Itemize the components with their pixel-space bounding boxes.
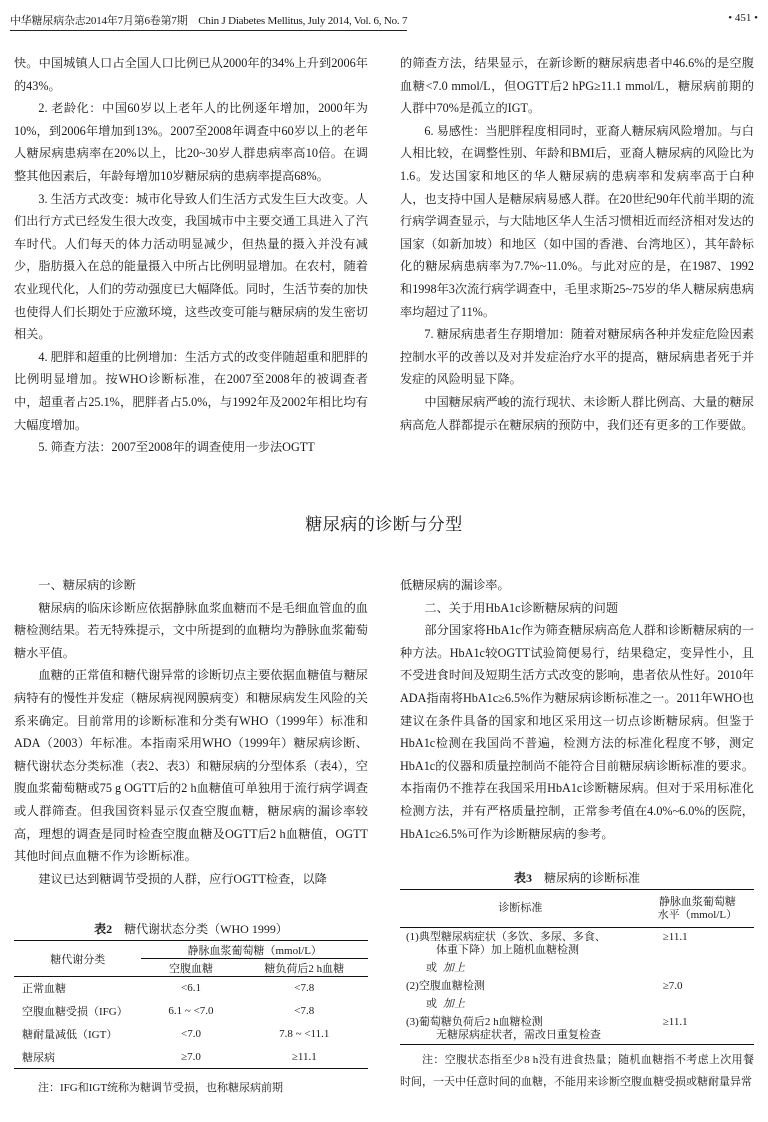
or-suffix: 加上 (443, 998, 465, 1010)
table-cell: <7.8 (294, 1005, 315, 1017)
table-cell: <7.0 (181, 1028, 201, 1040)
paragraph: 部分国家将HbA1c作为筛查糖尿病高危人群和诊断糖尿病的一种方法。HbA1c较OGTT试验简便易行，结果稳定，变异性小，且不受进食时间及短期生活方式改变的影响，患者依从性好。2010年ADA指南将HbA1c≥6.5%作为糖尿病诊断标准之一。2011年WHO也建议在条件具备的国家和地区采用这一切点诊断糖尿病。但鉴于HbA1c检测在我国尚不普遍，检测方法的标准化程度不够，测定HbA1c的仪器和质量控制尚不能符合目前糖尿病诊断标准的要求。本指南仍不推荐在我国采用HbA1c诊断糖尿病。但对于采用标准化检测方法，并有严格质量控制，正常参考值在4.0%~6.0%的医院，HbA1c≥6.5%可作为诊断糖尿病的参考。 (400, 623, 754, 841)
criterion-text: (1)典型糖尿病症状（多饮、多尿、多食、 (406, 931, 606, 943)
paragraph: 4. 肥胖和超重的比例增加：生活方式的改变伴随超重和肥胖的比例明显增加。按WHO诊断标准，在2007至2008年的被调查者中，超重者占25.1%，肥胖者占5.0%，与1992年及2002年相比均有大幅度增加。 (14, 349, 368, 432)
glucose-metabolism-table (14, 940, 368, 1069)
top-right-column (400, 52, 754, 436)
table-3 (400, 867, 754, 1093)
section-title: 糖尿病的诊断与分型 (305, 515, 463, 535)
table-cell: 7.8 ~ <11.1 (279, 1028, 330, 1040)
page-number: • 451 • (728, 12, 758, 24)
paragraph: 2. 老龄化：中国60岁以上老年人的比例逐年增加，2000年为10%，到2006年增加到13%。2007至2008年调查中60岁以上的老年人糖尿病患病率在20%以上，比20~30岁人群患病率高10倍。在调整其他因素后，年龄每增加10岁糖尿病的患病率提高68%。 (14, 101, 368, 183)
table-cell: ≥7.0 (662, 980, 683, 992)
table-note: 注：空腹状态指至少8 h没有进食热量；随机血糖指不考虑上次用餐时间，一天中任意时间的血糖，不能用来诊断空腹血糖受损或糖耐量异常 (400, 1054, 754, 1088)
table-title: 糖代谢状态分类（WHO 1999） (124, 922, 288, 936)
bottom-left-column (14, 574, 368, 890)
table-cell: <6.1 (181, 982, 201, 995)
paragraph: 快。中国城镇人口占全国人口比例已从2000年的34%上升到2006年的43%。 (14, 56, 368, 93)
table-cell: 正常血糖 (22, 983, 66, 996)
table-cell (400, 1013, 641, 1045)
column-header (641, 890, 754, 928)
criterion-text: 体重下降）加上随机血糖检测 (436, 944, 579, 956)
paragraph: 的筛查方法，结果显示，在新诊断的糖尿病患者中46.6%的是空腹血糖<7.0 mmol/L，但OGTT后2 hPG≥11.1 mmol/L，糖尿病前期的人群中70%是孤立的IGT。 (400, 56, 754, 116)
or-label: 或 (426, 962, 437, 974)
table-cell: 糖尿病 (22, 1051, 55, 1064)
criterion-text: (3)葡萄糖负荷后2 h血糖检测 (406, 1016, 543, 1028)
table-cell: 糖耐量减低（IGT） (22, 1029, 118, 1041)
paragraph: 5. 筛查方法：2007至2008年的调查使用一步法OGTT (38, 440, 315, 455)
table-row (400, 928, 754, 960)
table-cell: ≥11.1 (662, 931, 688, 943)
paragraph: 3. 生活方式改变：城市化导致人们生活方式发生巨大改变。人们出行方式已经发生很大改变，我国城市中主要交通工具进入了汽车时代。人们每天的体力活动明显减少，但热量的摄入并没有减少，脂肪摄入在总的能量摄入中所占比例明显增加。在农村，随着农业现代化，人们的劳动强度已大幅降低。同时，生活节奏的加快也使得人们长期处于应激环境，这些改变可能与糖尿病的发生密切相关。 (14, 191, 368, 342)
column-group-header: 静脉血浆葡萄糖（mmol/L） (141, 941, 368, 959)
column-header: 诊断标准 (400, 890, 641, 928)
table-cell: (2)空腹血糖检测 (406, 980, 485, 992)
table-row (400, 995, 754, 1013)
table-cell: 6.1 ~ <7.0 (168, 1005, 214, 1017)
table-cell: 空腹血糖受损（IFG） (22, 1006, 128, 1018)
column-header-line: 水平（mmol/L） (657, 908, 738, 921)
diagnostic-criteria-table (400, 889, 754, 1045)
table-row (400, 959, 754, 977)
journal-citation: 中华糖尿病杂志2014年7月第6卷第7期 Chin J Diabetes Mellitus, July 2014, Vol. 6, No. 7 (10, 12, 407, 31)
subsection-heading: 一、糖尿病的诊断 (38, 578, 136, 592)
table-cell: ≥11.1 (291, 1050, 317, 1063)
column-header-line: 静脉血浆葡萄糖 (658, 895, 736, 908)
table-label: 表2 (94, 922, 113, 936)
table-caption (400, 867, 754, 889)
table-2 (14, 918, 368, 1095)
table-cell: <7.8 (294, 982, 315, 995)
table-row (14, 1000, 368, 1023)
or-label: 或 (426, 998, 437, 1010)
column-header: 糖负荷后2 h血糖 (241, 959, 368, 977)
table-note: 注：IFG和IGT统称为糖调节受损，也称糖尿病前期 (38, 1082, 284, 1094)
table-cell (400, 928, 641, 960)
table-cell: ≥7.0 (181, 1050, 201, 1063)
subsection-heading: 二、关于用HbA1c诊断糖尿病的问题 (424, 600, 619, 615)
criterion-text: 无糖尿病症状者，需改日重复检查 (436, 1029, 601, 1041)
paragraph: 低糖尿病的漏诊率。 (400, 578, 510, 592)
table-row (14, 1023, 368, 1046)
page-header (10, 10, 758, 32)
table-row (400, 977, 754, 995)
paragraph: 6. 易感性：当肥胖程度相同时，亚裔人糖尿病风险增加。与白人相比较，在调整性别、年龄和BMI后，亚裔人糖尿病的风险比为1.6。发达国家和地区的华人糖尿病的患病率和发病率高于白种人，也支持中国人是糖尿病易感人群。在20世纪90年代前半期的流行病学调查显示，与大陆地区华人生活习惯相近而经济相对发达的国家（如新加坡）和地区（如中国的香港、台湾地区），其年龄标化的糖尿病患病率为7.7%~11.0%。与此对应的是，在1987、1992和1998年3次流行病学调查中，毛里求斯25~75岁的华人糖尿病患病率均超过了11%。 (400, 123, 754, 319)
paragraph: 中国糖尿病严峻的流行现状、未诊断人群比例高、大量的糖尿病高危人群都提示在糖尿病的预防中，我们还有更多的工作要做。 (400, 394, 754, 432)
table-row (14, 1046, 368, 1069)
column-header: 糖代谢分类 (14, 941, 141, 977)
top-left-column (14, 52, 368, 459)
or-suffix: 加上 (443, 962, 465, 974)
table-row (14, 977, 368, 1000)
column-header: 空腹血糖 (141, 959, 240, 977)
paragraph: 糖尿病的临床诊断应依据静脉血浆血糖而不是毛细血管血的血糖检测结果。若无特殊提示，文中所提到的血糖均为静脉血浆葡萄糖水平值。 (14, 600, 368, 660)
table-caption (14, 918, 368, 940)
table-title: 糖尿病的诊断标准 (544, 871, 641, 885)
table-cell (400, 959, 754, 977)
table-label: 表3 (513, 871, 532, 885)
bottom-right-column (400, 574, 754, 845)
table-cell (400, 995, 754, 1013)
paragraph: 血糖的正常值和糖代谢异常的诊断切点主要依据血糖值与糖尿病特有的慢性并发症（糖尿病视网膜病变）和糖尿病发生风险的关系来确定。目前常用的诊断标准和分类有WHO（1999年）标准和ADA（2003）年标准。本指南采用WHO（1999年）糖尿病诊断、糖代谢状态分类标准（表2、表3）和糖尿病的分型体系（表4），空腹血浆葡萄糖或75 g OGTT后的2 h血糖值可单独用于流行病学调查或人群筛查。但我国资料显示仅查空腹血糖，糖尿病的漏诊率较高，理想的调查是同时检查空腹血糖及OGTT后2 h血糖值，OGTT其他时间点血糖不作为诊断标准。 (14, 668, 368, 864)
paragraph: 建议已达到糖调节受损的人群，应行OGTT检查，以降 (38, 871, 327, 886)
paragraph: 7. 糖尿病患者生存期增加：随着对糖尿病各种并发症危险因素控制水平的改善以及对并发症治疗水平的提高，糖尿病患者死于并发症的风险明显下降。 (400, 327, 754, 387)
table-row (400, 1013, 754, 1045)
table-cell: ≥11.1 (662, 1016, 688, 1028)
